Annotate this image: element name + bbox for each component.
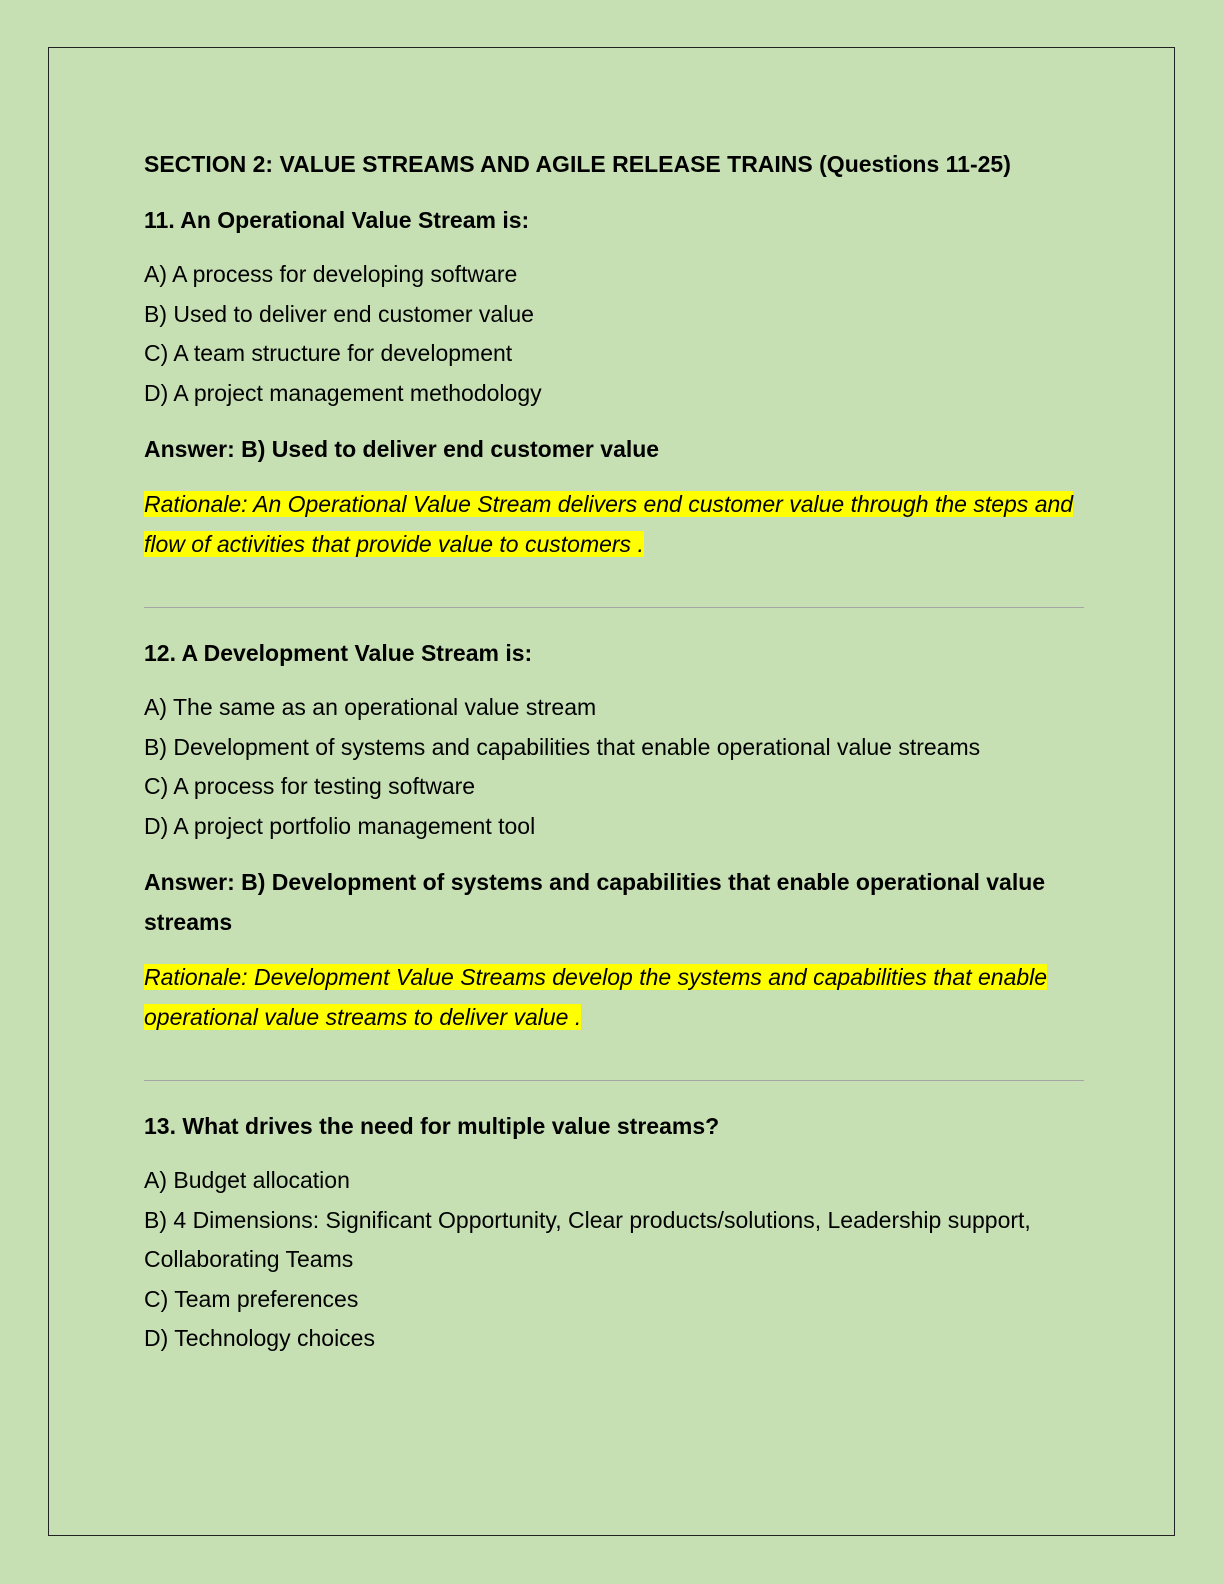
answer-text: Answer: B) Used to deliver end customer value	[144, 436, 660, 462]
question-block	[144, 1106, 1084, 1359]
option-list	[144, 688, 1084, 846]
rationale-text: Rationale: An Operational Value Stream delivers end customer value through the steps and flow of activities that provide value to customers .	[144, 491, 1074, 557]
section-title: SECTION 2: VALUE STREAMS AND AGILE RELEASE TRAINS (Questions 11-25)	[144, 151, 1011, 177]
question-text: 11. An Operational Value Stream is:	[144, 207, 530, 233]
option-c: C) A process for testing software	[144, 773, 476, 799]
option-c: C) Team preferences	[144, 1285, 359, 1312]
rationale-text: Rationale: Development Value Streams develop the systems and capabilities that enable operational value streams to deliver value .	[144, 964, 1048, 1030]
option-a: A) Budget allocation	[144, 1167, 350, 1193]
question-text: 13. What drives the need for multiple value streams?	[144, 1113, 720, 1139]
option-b: B) 4 Dimensions: Significant Opportunity, Clear products/solutions, Leadership support, Collaborating Teams	[144, 1206, 1031, 1272]
rationale	[144, 957, 1084, 1037]
option-b: B) Development of systems and capabilities that enable operational value streams	[144, 733, 981, 760]
option-c: C) A team structure for development	[144, 340, 513, 366]
option-list	[144, 255, 1084, 413]
option-a: A) A process for developing software	[144, 261, 518, 287]
option-b: B) Used to deliver end customer value	[144, 300, 534, 327]
question-text: 12. A Development Value Stream is:	[144, 640, 533, 666]
divider	[144, 1080, 1084, 1081]
option-d: D) Technology choices	[144, 1325, 375, 1351]
question-block	[144, 200, 1084, 564]
rationale	[144, 484, 1084, 564]
option-d: D) A project management methodology	[144, 379, 542, 406]
question-block	[144, 633, 1084, 1037]
option-d: D) A project portfolio management tool	[144, 812, 536, 839]
answer-text: Answer: B) Development of systems and capabilities that enable operational value streams	[144, 869, 1046, 935]
document-content	[144, 144, 1084, 1375]
option-a: A) The same as an operational value stream	[144, 694, 597, 720]
divider	[144, 607, 1084, 608]
option-list	[144, 1161, 1084, 1359]
